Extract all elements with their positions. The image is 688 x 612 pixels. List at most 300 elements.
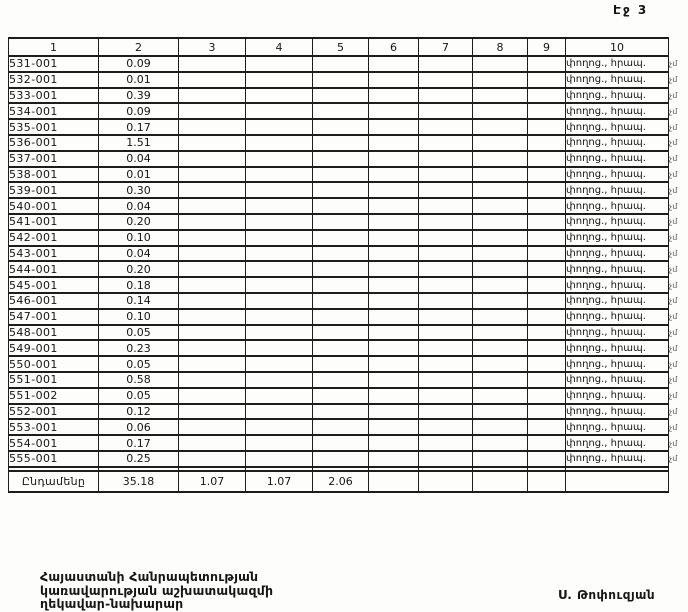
empty-cell-col9 xyxy=(528,198,566,214)
land-use-note-cell: փողոց., հրապ. xyxy=(566,356,669,372)
land-use-note-cell: փողոց., հրապ. xyxy=(566,404,669,420)
empty-cell-col9 xyxy=(528,340,566,356)
table-row xyxy=(9,56,688,72)
empty-cell-col7 xyxy=(419,388,473,404)
empty-cell-col5 xyxy=(313,72,369,88)
empty-cell-col6 xyxy=(369,167,419,183)
edge-fragment: չմ xyxy=(669,248,678,258)
empty-cell-col8 xyxy=(473,404,528,420)
parcel-code-cell: 555-001 xyxy=(9,451,99,467)
empty-cell-col4 xyxy=(246,151,313,167)
empty-cell-col9 xyxy=(528,56,566,72)
table-row xyxy=(9,230,688,246)
empty-cell-col8 xyxy=(473,167,528,183)
total-empty-col8 xyxy=(473,471,528,492)
empty-cell-col9 xyxy=(528,451,566,467)
table-row xyxy=(9,119,688,135)
land-use-note-cell: փողոց., հրապ. xyxy=(566,198,669,214)
column-header-8: 8 xyxy=(473,38,528,56)
empty-cell-col5 xyxy=(313,135,369,151)
empty-cell-col8 xyxy=(473,230,528,246)
empty-cell-col7 xyxy=(419,419,473,435)
empty-cell-col3 xyxy=(179,309,246,325)
table-row xyxy=(9,372,688,388)
column-header-5: 5 xyxy=(313,38,369,56)
empty-cell-col3 xyxy=(179,388,246,404)
empty-cell-col4 xyxy=(246,135,313,151)
empty-cell-col4 xyxy=(246,230,313,246)
empty-cell-col9 xyxy=(528,151,566,167)
empty-cell-col8 xyxy=(473,72,528,88)
org-line-2: կառավարության աշխատակազմի xyxy=(40,582,274,598)
empty-cell-col7 xyxy=(419,404,473,420)
area-value-cell: 0.17 xyxy=(99,435,179,451)
parcel-code-cell: 531-001 xyxy=(9,56,99,72)
empty-cell-col7 xyxy=(419,72,473,88)
empty-cell-col4 xyxy=(246,56,313,72)
empty-cell-col8 xyxy=(473,372,528,388)
empty-cell-col6 xyxy=(369,404,419,420)
total-col5-cell: 2.06 xyxy=(313,471,369,492)
column-header-3: 3 xyxy=(179,38,246,56)
empty-cell-col8 xyxy=(473,56,528,72)
edge-fragment: չմ xyxy=(669,90,678,100)
empty-cell-col4 xyxy=(246,388,313,404)
empty-cell-col4 xyxy=(246,246,313,262)
empty-cell-col6 xyxy=(369,388,419,404)
empty-cell-col3 xyxy=(179,404,246,420)
column-header-1: 1 xyxy=(9,38,99,56)
empty-cell-col7 xyxy=(419,435,473,451)
empty-cell-col8 xyxy=(473,246,528,262)
empty-cell-col3 xyxy=(179,293,246,309)
table-row xyxy=(9,261,688,277)
parcel-code-cell: 543-001 xyxy=(9,246,99,262)
empty-cell-col8 xyxy=(473,198,528,214)
empty-cell-col3 xyxy=(179,277,246,293)
table-row xyxy=(9,88,688,104)
empty-cell-col3 xyxy=(179,246,246,262)
signatory-title-block xyxy=(40,570,273,611)
column-header-9: 9 xyxy=(528,38,566,56)
edge-fragment: չմ xyxy=(669,312,678,322)
table-row xyxy=(9,340,688,356)
empty-cell-col3 xyxy=(179,419,246,435)
table-row xyxy=(9,356,688,372)
empty-cell-col5 xyxy=(313,325,369,341)
parcel-code-cell: 544-001 xyxy=(9,261,99,277)
empty-cell-col9 xyxy=(528,214,566,230)
total-col2-cell: 35.18 xyxy=(99,471,179,492)
empty-cell-col4 xyxy=(246,72,313,88)
empty-cell-col9 xyxy=(528,419,566,435)
edge-fragment: չմ xyxy=(669,264,678,274)
parcel-code-cell: 535-001 xyxy=(9,119,99,135)
empty-cell-col8 xyxy=(473,182,528,198)
empty-cell-col7 xyxy=(419,261,473,277)
parcel-code-cell: 546-001 xyxy=(9,293,99,309)
empty-cell-col5 xyxy=(313,372,369,388)
empty-cell-col6 xyxy=(369,182,419,198)
empty-cell-col5 xyxy=(313,388,369,404)
column-header-7: 7 xyxy=(419,38,473,56)
empty-cell-col4 xyxy=(246,119,313,135)
page-number-label: Էջ 3 xyxy=(613,3,649,17)
land-use-note-cell: փողոց., հրապ. xyxy=(566,261,669,277)
empty-cell-col5 xyxy=(313,309,369,325)
area-value-cell: 0.01 xyxy=(99,167,179,183)
empty-cell-col6 xyxy=(369,372,419,388)
empty-cell-col6 xyxy=(369,293,419,309)
empty-cell-col3 xyxy=(179,372,246,388)
empty-cell-col5 xyxy=(313,404,369,420)
table-row xyxy=(9,214,688,230)
parcel-code-cell: 542-001 xyxy=(9,230,99,246)
empty-cell-col4 xyxy=(246,356,313,372)
edge-fragment: չմ xyxy=(669,59,678,69)
edge-fragment: չմ xyxy=(669,406,678,416)
table-row xyxy=(9,293,688,309)
table-row xyxy=(9,325,688,341)
empty-cell-col7 xyxy=(419,230,473,246)
empty-cell-col4 xyxy=(246,325,313,341)
empty-cell-col9 xyxy=(528,103,566,119)
parcel-code-cell: 554-001 xyxy=(9,435,99,451)
parcel-code-cell: 547-001 xyxy=(9,309,99,325)
area-value-cell: 0.10 xyxy=(99,309,179,325)
empty-cell-col8 xyxy=(473,277,528,293)
area-value-cell: 0.20 xyxy=(99,214,179,230)
edge-fragment: չմ xyxy=(669,343,678,353)
parcel-code-cell: 552-001 xyxy=(9,404,99,420)
empty-cell-col3 xyxy=(179,135,246,151)
empty-cell-col3 xyxy=(179,88,246,104)
empty-cell-col6 xyxy=(369,135,419,151)
empty-cell-col9 xyxy=(528,88,566,104)
empty-cell-col9 xyxy=(528,388,566,404)
empty-cell-col4 xyxy=(246,372,313,388)
empty-cell-col3 xyxy=(179,214,246,230)
parcel-code-cell: 549-001 xyxy=(9,340,99,356)
empty-cell-col9 xyxy=(528,72,566,88)
empty-cell-col6 xyxy=(369,356,419,372)
empty-cell-col8 xyxy=(473,214,528,230)
edge-margin xyxy=(669,38,688,56)
empty-cell-col7 xyxy=(419,451,473,467)
empty-cell-col3 xyxy=(179,198,246,214)
empty-cell-col6 xyxy=(369,103,419,119)
empty-cell-col8 xyxy=(473,135,528,151)
empty-cell-col3 xyxy=(179,261,246,277)
edge-fragment: չմ xyxy=(669,106,678,116)
empty-cell-col7 xyxy=(419,182,473,198)
empty-cell-col5 xyxy=(313,419,369,435)
empty-cell-col6 xyxy=(369,198,419,214)
empty-cell-col5 xyxy=(313,230,369,246)
table-row xyxy=(9,167,688,183)
empty-cell-col3 xyxy=(179,103,246,119)
land-use-note-cell: փողոց., հրապ. xyxy=(566,419,669,435)
empty-cell-col5 xyxy=(313,182,369,198)
total-col3-cell: 1.07 xyxy=(179,471,246,492)
table-row xyxy=(9,103,688,119)
empty-cell-col8 xyxy=(473,356,528,372)
empty-cell-col4 xyxy=(246,451,313,467)
empty-cell-col5 xyxy=(313,103,369,119)
table-row xyxy=(9,277,688,293)
area-value-cell: 0.01 xyxy=(99,72,179,88)
empty-cell-col8 xyxy=(473,325,528,341)
empty-cell-col9 xyxy=(528,167,566,183)
table-row xyxy=(9,135,688,151)
land-use-note-cell: փողոց., հրապ. xyxy=(566,72,669,88)
empty-cell-col6 xyxy=(369,119,419,135)
land-use-note-cell: փողոց., հրապ. xyxy=(566,372,669,388)
empty-cell-col5 xyxy=(313,246,369,262)
land-use-note-cell: փողոց., հրապ. xyxy=(566,88,669,104)
edge-fragment: չմ xyxy=(669,280,678,290)
total-empty-col9 xyxy=(528,471,566,492)
area-value-cell: 0.04 xyxy=(99,246,179,262)
edge-fragment: չմ xyxy=(669,154,678,164)
parcel-code-cell: 553-001 xyxy=(9,419,99,435)
empty-cell-col4 xyxy=(246,198,313,214)
empty-cell-col6 xyxy=(369,277,419,293)
edge-fragment: չմ xyxy=(669,75,678,85)
land-use-note-cell: փողոց., հրապ. xyxy=(566,56,669,72)
edge-fragment: չմ xyxy=(669,138,678,148)
empty-cell-col6 xyxy=(369,435,419,451)
empty-cell-col7 xyxy=(419,88,473,104)
empty-cell-col9 xyxy=(528,277,566,293)
column-header-4: 4 xyxy=(246,38,313,56)
area-value-cell: 0.09 xyxy=(99,56,179,72)
land-register-table xyxy=(8,37,688,493)
area-value-cell: 0.04 xyxy=(99,151,179,167)
land-use-note-cell: փողոց., հրապ. xyxy=(566,435,669,451)
empty-cell-col5 xyxy=(313,119,369,135)
empty-cell-col5 xyxy=(313,167,369,183)
empty-cell-col6 xyxy=(369,325,419,341)
empty-cell-col6 xyxy=(369,340,419,356)
table-row xyxy=(9,72,688,88)
area-value-cell: 0.18 xyxy=(99,277,179,293)
empty-cell-col5 xyxy=(313,356,369,372)
empty-cell-col5 xyxy=(313,435,369,451)
empty-cell-col7 xyxy=(419,103,473,119)
parcel-code-cell: 540-001 xyxy=(9,198,99,214)
area-value-cell: 0.30 xyxy=(99,182,179,198)
parcel-code-cell: 551-001 xyxy=(9,372,99,388)
edge-fragment: չմ xyxy=(669,217,678,227)
edge-fragment: չմ xyxy=(669,454,678,464)
empty-cell-col3 xyxy=(179,72,246,88)
total-empty-col10 xyxy=(566,471,669,492)
land-use-note-cell: փողոց., հրապ. xyxy=(566,214,669,230)
empty-cell-col8 xyxy=(473,435,528,451)
area-value-cell: 0.05 xyxy=(99,325,179,341)
empty-cell-col7 xyxy=(419,246,473,262)
parcel-code-cell: 536-001 xyxy=(9,135,99,151)
area-value-cell: 0.10 xyxy=(99,230,179,246)
area-value-cell: 0.17 xyxy=(99,119,179,135)
empty-cell-col7 xyxy=(419,198,473,214)
parcel-code-cell: 534-001 xyxy=(9,103,99,119)
empty-cell-col4 xyxy=(246,103,313,119)
table-row xyxy=(9,404,688,420)
parcel-code-cell: 548-001 xyxy=(9,325,99,341)
area-value-cell: 0.05 xyxy=(99,356,179,372)
land-use-note-cell: փողոց., հրապ. xyxy=(566,388,669,404)
empty-cell-col9 xyxy=(528,119,566,135)
edge-fragment: չմ xyxy=(669,122,678,132)
empty-cell-col7 xyxy=(419,56,473,72)
empty-cell-col5 xyxy=(313,198,369,214)
empty-cell-col5 xyxy=(313,261,369,277)
parcel-code-cell: 533-001 xyxy=(9,88,99,104)
empty-cell-col7 xyxy=(419,135,473,151)
empty-cell-col6 xyxy=(369,214,419,230)
empty-cell-col4 xyxy=(246,309,313,325)
empty-cell-col8 xyxy=(473,340,528,356)
land-use-note-cell: փողոց., հրապ. xyxy=(566,151,669,167)
empty-cell-col6 xyxy=(369,246,419,262)
empty-cell-col5 xyxy=(313,293,369,309)
table-row xyxy=(9,388,688,404)
edge-fragment: չմ xyxy=(669,233,678,243)
area-value-cell: 0.25 xyxy=(99,451,179,467)
empty-cell-col7 xyxy=(419,356,473,372)
parcel-code-cell: 532-001 xyxy=(9,72,99,88)
edge-fragment: չմ xyxy=(669,296,678,306)
empty-cell-col6 xyxy=(369,309,419,325)
empty-cell-col6 xyxy=(369,151,419,167)
empty-cell-col7 xyxy=(419,340,473,356)
area-value-cell: 0.20 xyxy=(99,261,179,277)
table-row xyxy=(9,182,688,198)
empty-cell-col5 xyxy=(313,340,369,356)
land-use-note-cell: փողոց., հրապ. xyxy=(566,119,669,135)
empty-cell-col7 xyxy=(419,372,473,388)
area-value-cell: 0.04 xyxy=(99,198,179,214)
empty-cell-col3 xyxy=(179,325,246,341)
land-use-note-cell: փողոց., հրապ. xyxy=(566,103,669,119)
empty-cell-col8 xyxy=(473,261,528,277)
edge-fragment: չմ xyxy=(669,422,678,432)
empty-cell-col7 xyxy=(419,167,473,183)
column-header-2: 2 xyxy=(99,38,179,56)
empty-cell-col3 xyxy=(179,167,246,183)
area-value-cell: 0.58 xyxy=(99,372,179,388)
empty-cell-col3 xyxy=(179,356,246,372)
land-use-note-cell: փողոց., հրապ. xyxy=(566,135,669,151)
signatory-name: Ս. Թոփուզյան xyxy=(558,588,656,602)
edge-fragment: չմ xyxy=(669,327,678,337)
org-line-1: Հայաստանի Հանրապետության xyxy=(40,569,259,584)
empty-cell-col3 xyxy=(179,230,246,246)
empty-cell-col5 xyxy=(313,451,369,467)
table-header-row xyxy=(9,38,688,56)
empty-cell-col9 xyxy=(528,325,566,341)
empty-cell-col8 xyxy=(473,451,528,467)
empty-cell-col4 xyxy=(246,293,313,309)
parcel-code-cell: 551-002 xyxy=(9,388,99,404)
empty-cell-col6 xyxy=(369,451,419,467)
org-line-3: ղեկավար-նախարար xyxy=(40,596,184,611)
empty-cell-col9 xyxy=(528,356,566,372)
empty-cell-col7 xyxy=(419,214,473,230)
empty-cell-col6 xyxy=(369,56,419,72)
area-value-cell: 0.12 xyxy=(99,404,179,420)
empty-cell-col9 xyxy=(528,246,566,262)
area-value-cell: 1.51 xyxy=(99,135,179,151)
empty-cell-col8 xyxy=(473,88,528,104)
empty-cell-col6 xyxy=(369,88,419,104)
empty-cell-col8 xyxy=(473,119,528,135)
empty-cell-col4 xyxy=(246,419,313,435)
empty-cell-col5 xyxy=(313,277,369,293)
empty-cell-col7 xyxy=(419,119,473,135)
land-use-note-cell: փողոց., հրապ. xyxy=(566,182,669,198)
area-value-cell: 0.14 xyxy=(99,293,179,309)
empty-cell-col9 xyxy=(528,182,566,198)
table-row xyxy=(9,435,688,451)
empty-cell-col5 xyxy=(313,214,369,230)
empty-cell-col7 xyxy=(419,293,473,309)
table-row xyxy=(9,451,688,467)
table-row xyxy=(9,419,688,435)
empty-cell-col6 xyxy=(369,261,419,277)
parcel-code-cell: 539-001 xyxy=(9,182,99,198)
land-use-note-cell: փողոց., հրապ. xyxy=(566,277,669,293)
empty-cell-col4 xyxy=(246,167,313,183)
column-header-10: 10 xyxy=(566,38,669,56)
empty-cell-col8 xyxy=(473,293,528,309)
empty-cell-col7 xyxy=(419,151,473,167)
empty-cell-col7 xyxy=(419,325,473,341)
empty-cell-col3 xyxy=(179,182,246,198)
empty-cell-col8 xyxy=(473,151,528,167)
empty-cell-col6 xyxy=(369,230,419,246)
edge-fragment: չմ xyxy=(669,391,678,401)
edge-fragment: չմ xyxy=(669,438,678,448)
empty-cell-col9 xyxy=(528,261,566,277)
total-label-cell: Ընդամենը xyxy=(9,471,99,492)
area-value-cell: 0.39 xyxy=(99,88,179,104)
empty-cell-col4 xyxy=(246,340,313,356)
empty-cell-col9 xyxy=(528,372,566,388)
empty-cell-col5 xyxy=(313,151,369,167)
edge-fragment: չմ xyxy=(669,201,678,211)
empty-cell-col3 xyxy=(179,435,246,451)
empty-cell-col6 xyxy=(369,72,419,88)
empty-cell-col9 xyxy=(528,435,566,451)
total-empty-col7 xyxy=(419,471,473,492)
empty-cell-col6 xyxy=(369,419,419,435)
table-row xyxy=(9,198,688,214)
empty-cell-col7 xyxy=(419,277,473,293)
table-row xyxy=(9,151,688,167)
parcel-code-cell: 537-001 xyxy=(9,151,99,167)
total-col4-cell: 1.07 xyxy=(246,471,313,492)
area-value-cell: 0.09 xyxy=(99,103,179,119)
empty-cell-col7 xyxy=(419,309,473,325)
parcel-code-cell: 538-001 xyxy=(9,167,99,183)
land-use-note-cell: փողոց., հրապ. xyxy=(566,246,669,262)
empty-cell-col3 xyxy=(179,56,246,72)
empty-cell-col9 xyxy=(528,404,566,420)
empty-cell-col8 xyxy=(473,419,528,435)
